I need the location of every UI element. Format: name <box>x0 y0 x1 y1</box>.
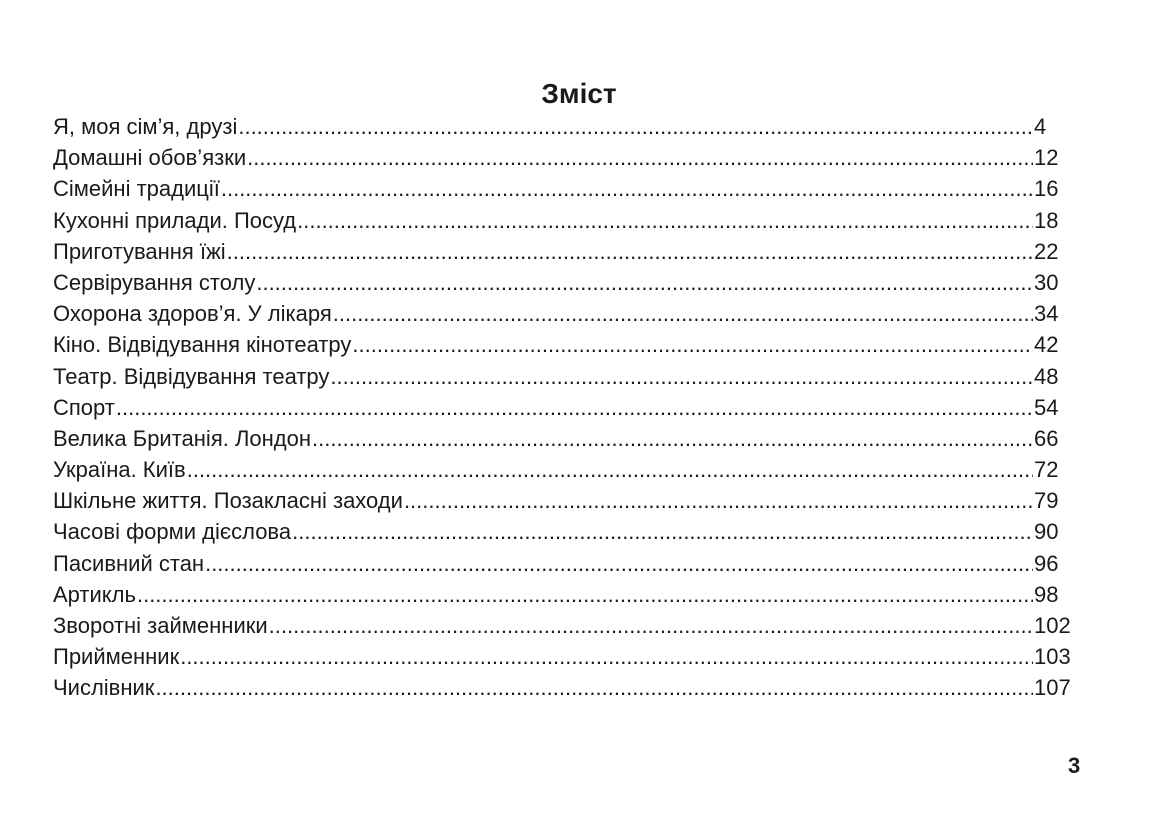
table-of-contents <box>53 111 1080 704</box>
toc-entry-title: Прийменник <box>53 644 180 670</box>
dot-leader <box>330 361 1033 392</box>
toc-entry-page: 48 <box>1034 363 1059 389</box>
toc-entry-title: Охорона здоров’я. У лікаря <box>53 301 332 327</box>
toc-entry-page: 72 <box>1034 457 1059 483</box>
dot-leader <box>221 173 1033 204</box>
dot-leader <box>205 548 1033 579</box>
dot-leader <box>404 485 1033 516</box>
dot-leader <box>247 142 1033 173</box>
dot-leader <box>256 267 1033 298</box>
toc-entry[interactable] <box>53 392 1080 423</box>
toc-entry-title: Числівник <box>53 675 155 701</box>
dot-leader <box>137 579 1033 610</box>
toc-entry[interactable] <box>53 641 1080 672</box>
dot-leader <box>155 672 1033 703</box>
toc-entry-page: 90 <box>1034 519 1059 545</box>
toc-entry-title: Зворотні займенники <box>53 613 268 638</box>
toc-entry-title: Театр. Відвідування театру <box>53 363 330 389</box>
toc-entry-page: 4 <box>1034 114 1047 139</box>
toc-entry-title: Спорт <box>53 394 115 420</box>
toc-entry-page: 98 <box>1034 581 1059 607</box>
toc-entry[interactable] <box>53 548 1080 579</box>
toc-entry[interactable] <box>53 610 1080 641</box>
toc-entry-title: Україна. Київ <box>53 457 186 483</box>
toc-entry[interactable] <box>53 485 1080 516</box>
toc-entry-page: 42 <box>1034 332 1059 358</box>
toc-entry-page: 18 <box>1034 207 1059 233</box>
page-title: Зміст <box>541 78 617 109</box>
toc-entry-page: 103 <box>1034 644 1071 670</box>
toc-entry-page: 12 <box>1034 145 1059 171</box>
dot-leader <box>312 423 1033 454</box>
toc-entry-page: 54 <box>1034 394 1059 420</box>
toc-entry-title: Шкільне життя. Позакласні заходи <box>53 488 403 514</box>
toc-entry[interactable] <box>53 236 1080 267</box>
toc-entry[interactable] <box>53 361 1080 392</box>
toc-entry-page: 96 <box>1034 550 1059 576</box>
toc-entry-title: Пасивний стан <box>53 550 205 576</box>
toc-entry[interactable] <box>53 205 1080 236</box>
toc-entry-page: 79 <box>1034 488 1059 514</box>
toc-entry[interactable] <box>53 173 1080 204</box>
toc-entry-page: 22 <box>1034 238 1059 264</box>
toc-entry-page: 34 <box>1034 301 1059 327</box>
toc-entry[interactable] <box>53 454 1080 485</box>
dot-leader <box>187 454 1033 485</box>
dot-leader <box>333 298 1033 329</box>
dot-leader <box>297 205 1033 236</box>
toc-entry-title: Сервірування столу <box>53 269 256 295</box>
toc-entry-title: Домашні обов’язки <box>53 145 247 171</box>
toc-entry[interactable] <box>53 142 1080 173</box>
toc-entry-title: Артикль <box>53 581 136 607</box>
toc-entry[interactable] <box>53 111 1080 142</box>
dot-leader <box>227 236 1033 267</box>
toc-entry-page: 16 <box>1034 176 1059 202</box>
toc-entry-title: Велика Британія. Лондон <box>53 425 312 451</box>
toc-entry[interactable] <box>53 423 1080 454</box>
toc-entry-title: Часові форми дієслова <box>53 519 292 545</box>
toc-entry[interactable] <box>53 672 1080 703</box>
toc-entry[interactable] <box>53 579 1080 610</box>
toc-entry[interactable] <box>53 329 1080 360</box>
toc-entry[interactable] <box>53 267 1080 298</box>
dot-leader <box>352 329 1033 360</box>
toc-entry-title: Приготування їжі <box>53 238 226 264</box>
toc-entry-title: Кухонні прилади. Посуд <box>53 207 297 233</box>
toc-entry-title: Я, моя сім’я, друзі <box>53 114 238 139</box>
dot-leader <box>292 516 1033 547</box>
dot-leader <box>238 111 1033 142</box>
toc-entry-title: Кіно. Відвідування кінотеатру <box>53 332 352 358</box>
dot-leader <box>116 392 1033 423</box>
toc-entry-page: 102 <box>1034 613 1071 638</box>
toc-entry-page: 66 <box>1034 425 1059 451</box>
toc-entry-page: 107 <box>1034 675 1071 701</box>
toc-entry-title: Сімейні традиції <box>53 176 220 202</box>
toc-entry-page: 30 <box>1034 269 1059 295</box>
toc-entry[interactable] <box>53 298 1080 329</box>
page-number: 3 <box>1068 753 1081 778</box>
dot-leader <box>269 610 1033 641</box>
toc-entry[interactable] <box>53 516 1080 547</box>
dot-leader <box>180 641 1033 672</box>
